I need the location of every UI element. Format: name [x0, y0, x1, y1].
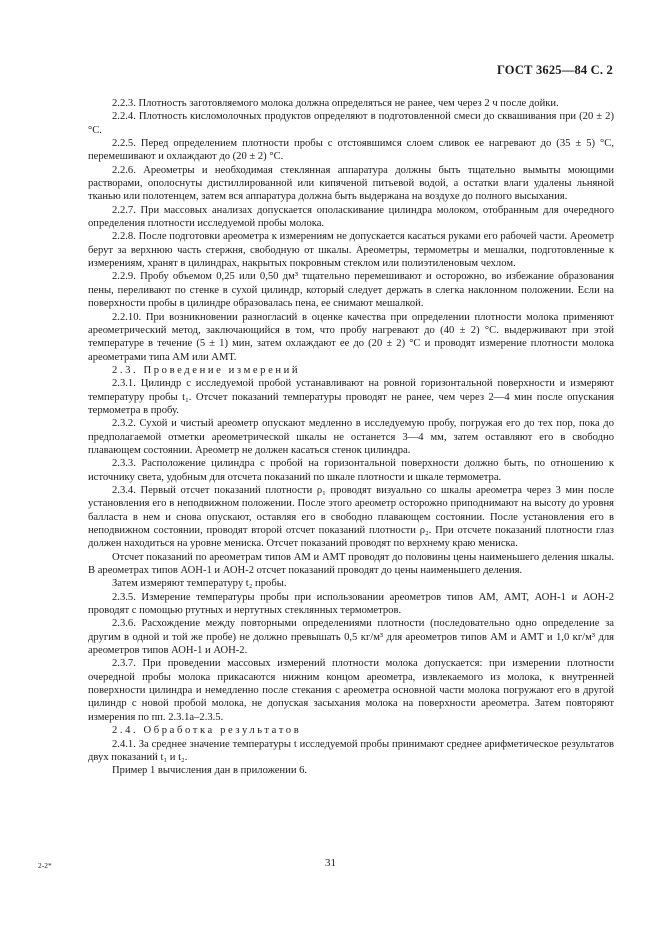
paragraph-2-3-1: 2.3.1. Цилиндр с исследуемой пробой устанавливают на ровной горизонтальной поверхности и измеряют температуру пробы t₁. Отсчет показаний температуры проводят не ранее, чем через 2—4 мин после опускания термометра в пробу. [88, 378, 614, 416]
page-number: 31 [325, 857, 336, 869]
paragraph-2-2-10: 2.2.10. При возникновении разногласий в оценке качества при определении плотности молока применяют ареометрический метод, заключающийся в том, что пробу нагревают до (40 ± 2) °С. выдерживают при этой температуре в течение (5 ± 1) мин, затем охлаждают ее до (20 ± 2) °С и проводят измерение плотности молока ареометрами типа АМ или АМТ. [88, 311, 614, 363]
paragraph-reading-note: Отсчет показаний по ареометрам типов АМ и АМТ проводят до половины цены наименьшего деления шкалы. В ареометрах типов АОН-1 и АОН-2 отсчет показаний проводят до цены наименьшего деления. [88, 551, 614, 577]
paragraph-2-3-5: 2.3.5. Измерение температуры пробы при использовании ареометров типов АМ, АМТ, АОН-1 и АОН-2 проводят с помощью ртутных и нертутных стеклянных термометров. [88, 591, 614, 617]
paragraph-2-2-4: 2.2.4. Плотность кисломолочных продуктов определяют в подготовленной смеси до сквашивания при (20 ± 2) °С. [88, 111, 614, 136]
paragraph-2-3-6: 2.3.6. Расхождение между повторными определениями плотности (последовательно одно определение за другим в одной и той же пробе) не должно превышать 0,5 кг/м³ для ареометров типов АМ и АМТ и 1,0 кг/м³ для ареометров типов АОН-1 и АОН-2. [88, 618, 614, 657]
paragraph-2-2-8: 2.2.8. После подготовки ареометра к измерениям не допускается касаться руками его рабочей части. Ареометр берут за верхнюю часть стержня, свободную от шкалы. Ареометры, термометры и мешалки, подготовленные к измерениям, хранят в цилиндрах, накрытых покровным стеклом или полиэтиленовым чехлом. [88, 231, 614, 270]
document-body [88, 97, 614, 778]
paragraph-2-2-5: 2.2.5. Перед определением плотности пробы с отстоявшимся слоем сливок ее нагревают до (35 ± 5) °С, перемешивают и охлаждают до (20 ± 2) °С. [88, 138, 614, 163]
section-heading-measurement: 2.3. Проведение измерений [112, 364, 301, 376]
footer-mark: 2-2* [38, 861, 52, 870]
paragraph-2-3-7: 2.3.7. При проведении массовых измерений плотности молока допускается: при измерении плотности очередной пробы молока прикасаются нижним концом ареометра, извлекаемого из молока, к внутренней поверхности цилиндра и немедленно после стекания с ареометра основной части молока погружают его в другой цилиндр с новой пробой молока, не допуская засыхания молока на поверхности ареометра. Затем повторяют измерения по пп. 2.3.1а–2.3.5. [88, 658, 614, 723]
paragraph-2-3-2: 2.3.2. Сухой и чистый ареометр опускают медленно в исследуемую пробу, погружая его до тех пор, пока до предполагаемой отметки ареометрической шкалы не останется 3—4 мм, затем оставляют его в свободно плавающем состоянии. Ареометр не должен касаться стенок цилиндра. [88, 418, 614, 456]
paragraph-2-2-7: 2.2.7. При массовых анализах допускается ополаскивание цилиндра молоком, отобранным для очередного определения плотности исследуемой пробы молока. [88, 204, 614, 230]
paragraph-2-4-1: 2.4.1. За среднее значение температуры t исследуемой пробы принимают среднее арифметическое результатов двух показаний t₁ и t₂. [88, 738, 614, 763]
paragraph-2-3-4: 2.3.4. Первый отсчет показаний плотности ρ₁ проводят визуально со шкалы ареометра через 3 мин после установления его в неподвижном положении. После этого ареометр осторожно приподнимают на высоту до уровня балласта в нем и снова опускают, оставляя его в свободно плавающем состоянии. После установления его в неподвижном состоянии, проводят второй отсчет показаний плотности ρ₂. При отсчете показаний плотности глаз должен находиться на уровне мениска. Отсчет показаний проводят по верхнему краю мениска. [88, 484, 614, 550]
paragraph-2-2-3: 2.2.3. Плотность заготовляемого молока должна определяться не ранее, чем через 2 ч после дойки. [112, 98, 559, 109]
paragraph-example: Пример 1 вычисления дан в приложении 6. [112, 765, 308, 777]
section-heading-processing: 2.4. Обработка результатов [112, 725, 302, 737]
paragraph-2-3-3: 2.3.3. Расположение цилиндра с пробой на горизонтальной поверхности должно быть, по отношению к источнику света, удобным для отсчета показаний по шкале плотности и шкале термометра. [88, 458, 614, 483]
paragraph-2-2-9: 2.2.9. Пробу объемом 0,25 или 0,50 дм³ тщательно перемешивают и осторожно, во избежание образования пены, переливают по стенке в сухой цилиндр, который следует держать в слегка наклонном положении. Если на поверхности пробы в цилиндре образовалась пена, ее снимают мешалкой. [88, 271, 614, 310]
page-header: ГОСТ 3625—84 С. 2 [496, 63, 613, 77]
paragraph-2-2-6: 2.2.6. Ареометры и необходимая стеклянная аппаратура должны быть тщательно вымыты моющими растворами, ополоснуты дистиллированной или кипяченой питьевой водой, а остатки влаги удалены льняной тканью или полотенцем, затем вся аппаратура должна быть выдержана на воздухе до полного высыхания. [88, 164, 614, 203]
paragraph-temperature-t2: Затем измеряют температуру t₂ пробы. [112, 578, 287, 590]
